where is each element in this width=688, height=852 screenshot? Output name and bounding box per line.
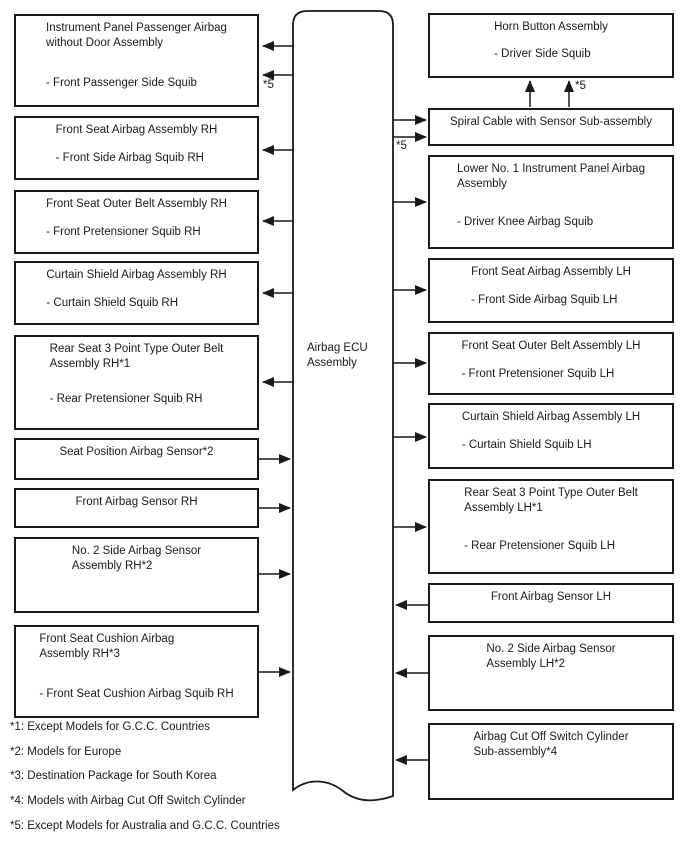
footnote-5: *5: Except Models for Australia and G.C.C. Countries — [10, 820, 280, 832]
component-title: Lower No. 1 Instrument Panel Airbag — [457, 163, 645, 175]
component-box-front-seat-cushion-airbag-rh — [14, 625, 259, 718]
note-horn-button: *5 — [575, 80, 586, 92]
component-title: Airbag Cut Off Switch Cylinder — [473, 731, 629, 743]
component-box-seat-position-airbag-sensor — [14, 438, 259, 480]
component-squib: - Front Pretensioner Squib RH — [46, 225, 201, 238]
component-title: No. 2 Side Airbag Sensor — [71, 545, 202, 557]
component-box-front-seat-outer-belt-rh — [14, 190, 259, 254]
component-squib: - Front Side Airbag Squib LH — [471, 293, 618, 306]
component-squib: - Curtain Shield Squib RH — [46, 296, 179, 309]
component-title-line2: Assembly RH*2 — [71, 559, 153, 572]
component-box-no2-side-airbag-sensor-rh — [14, 537, 259, 613]
component-box-front-airbag-sensor-lh — [428, 583, 674, 623]
component-title-line2: Assembly RH*3 — [39, 647, 120, 660]
component-title: Front Airbag Sensor LH — [490, 591, 612, 603]
component-title-line2: Assembly — [457, 177, 507, 190]
component-title: Front Seat Airbag Assembly RH — [55, 124, 218, 136]
footnote-1: *1: Except Models for G.C.C. Countries — [10, 721, 211, 733]
ecu-label — [307, 341, 368, 371]
footnote-4: *4: Models with Airbag Cut Off Switch Cylinder — [10, 795, 246, 807]
component-title: Spiral Cable with Sensor Sub-assembly — [450, 116, 652, 128]
ecu-label-line1: Airbag ECU — [307, 342, 368, 354]
note-spiral-cable-input: *5 — [396, 140, 407, 152]
component-box-rear-seat-outer-belt-rh — [14, 335, 259, 430]
footnote-3: *3: Destination Package for South Korea — [10, 770, 217, 782]
component-title: No. 2 Side Airbag Sensor — [486, 643, 616, 655]
component-title: Instrument Panel Passenger Airbag — [46, 22, 227, 34]
component-squib: - Front Seat Cushion Airbag Squib RH — [39, 688, 234, 700]
component-title-line2: without Door Assembly — [46, 36, 163, 49]
component-squib: - Rear Pretensioner Squib LH — [464, 540, 616, 552]
component-squib: - Driver Side Squib — [494, 47, 591, 60]
component-box-front-seat-airbag-rh — [14, 116, 259, 180]
component-squib: - Front Pretensioner Squib LH — [461, 367, 615, 380]
component-title-line2: Assembly LH*2 — [486, 657, 566, 670]
component-box-curtain-shield-airbag-lh — [428, 403, 674, 469]
component-box-lower-no1-instrument-panel-airbag — [428, 155, 674, 249]
component-title: Rear Seat 3 Point Type Outer Belt — [464, 487, 638, 499]
component-box-horn-button — [428, 13, 674, 78]
component-title: Seat Position Airbag Sensor*2 — [59, 446, 214, 458]
component-title: Curtain Shield Airbag Assembly LH — [461, 411, 641, 423]
component-box-instrument-panel-passenger-airbag — [14, 14, 259, 107]
component-box-airbag-cutoff-switch-cylinder — [428, 723, 674, 800]
component-title: Front Seat Outer Belt Assembly RH — [46, 198, 227, 210]
airbag-ecu-shape — [293, 11, 393, 800]
component-box-front-airbag-sensor-rh — [14, 488, 259, 528]
component-title: Horn Button Assembly — [494, 21, 608, 33]
component-box-spiral-cable — [428, 108, 674, 146]
component-box-front-seat-airbag-lh — [428, 258, 674, 323]
component-box-curtain-shield-airbag-rh — [14, 261, 259, 325]
component-squib: - Curtain Shield Squib LH — [461, 438, 592, 451]
component-squib: - Driver Knee Airbag Squib — [457, 216, 594, 228]
component-box-front-seat-outer-belt-lh — [428, 332, 674, 395]
component-title-line2: Sub-assembly*4 — [473, 745, 558, 758]
component-title: Front Seat Cushion Airbag — [39, 633, 175, 645]
component-box-rear-seat-outer-belt-lh — [428, 479, 674, 574]
component-box-no2-side-airbag-sensor-lh — [428, 635, 674, 711]
footnote-2: *2: Models for Europe — [10, 746, 122, 758]
component-title: Front Airbag Sensor RH — [75, 496, 198, 508]
component-title-line2: Assembly LH*1 — [464, 501, 543, 514]
component-title-line2: Assembly RH*1 — [49, 357, 131, 370]
component-squib: - Front Passenger Side Squib — [46, 77, 197, 89]
component-title: Front Seat Outer Belt Assembly LH — [461, 340, 641, 352]
component-squib: - Front Side Airbag Squib RH — [55, 151, 204, 164]
note-passenger-airbag: *5 — [263, 79, 274, 91]
component-title: Rear Seat 3 Point Type Outer Belt — [49, 343, 224, 355]
ecu-label-line2: Assembly — [307, 357, 357, 369]
component-squib: - Rear Pretensioner Squib RH — [49, 393, 203, 405]
component-title: Front Seat Airbag Assembly LH — [471, 266, 631, 278]
component-title: Curtain Shield Airbag Assembly RH — [46, 269, 227, 281]
